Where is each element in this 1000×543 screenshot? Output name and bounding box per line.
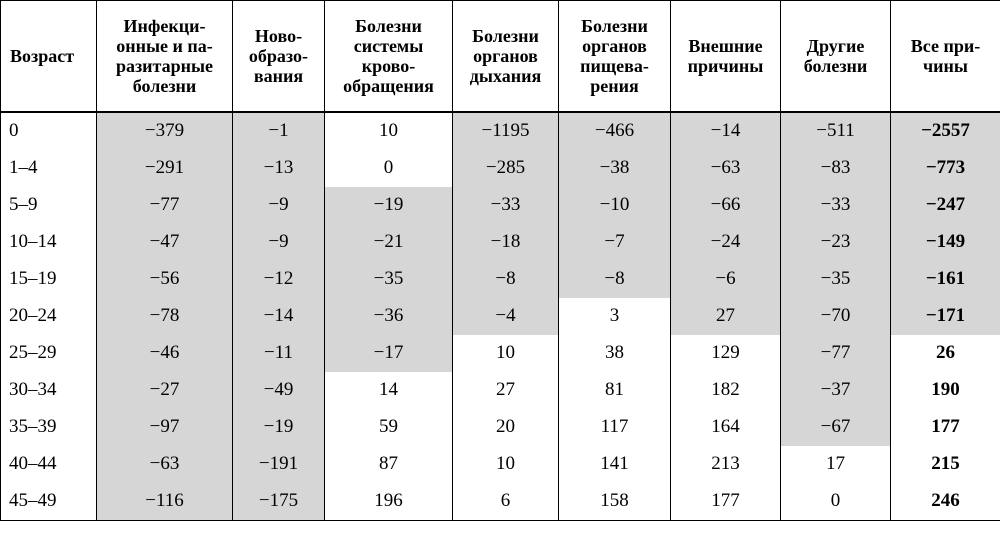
infectious-cell: −27	[97, 372, 233, 409]
header-line: органов	[473, 45, 538, 66]
table-body	[1, 112, 1000, 521]
all-causes-cell: −161	[891, 261, 1000, 298]
respiratory-cell: −18	[453, 224, 559, 261]
digestive-cell: −10	[559, 187, 671, 224]
all-causes-cell: −247	[891, 187, 1000, 224]
neoplasms-cell: −19	[233, 409, 325, 446]
infectious-cell: −97	[97, 409, 233, 446]
external-cell: 129	[671, 335, 781, 372]
neoplasms-cell: −14	[233, 298, 325, 335]
neoplasms-cell: −12	[233, 261, 325, 298]
age-cell: 20–24	[1, 298, 97, 335]
infectious-cell: −291	[97, 150, 233, 187]
header-external	[671, 1, 781, 112]
header-all-causes	[891, 1, 1000, 112]
all-causes-cell: −171	[891, 298, 1000, 335]
other-cell: −511	[781, 112, 891, 150]
header-line: чины	[923, 55, 968, 76]
external-cell: −66	[671, 187, 781, 224]
neoplasms-cell: −11	[233, 335, 325, 372]
other-cell: −70	[781, 298, 891, 335]
circulatory-cell: 14	[325, 372, 453, 409]
header-line: Все при-	[910, 35, 981, 56]
neoplasms-cell: −13	[233, 150, 325, 187]
other-cell: 17	[781, 446, 891, 483]
circulatory-cell: −36	[325, 298, 453, 335]
circulatory-cell: −21	[325, 224, 453, 261]
digestive-cell: −38	[559, 150, 671, 187]
infectious-cell: −63	[97, 446, 233, 483]
header-line: крово-	[361, 55, 416, 76]
other-cell: −33	[781, 187, 891, 224]
all-causes-cell: 215	[891, 446, 1000, 483]
circulatory-cell: 196	[325, 483, 453, 521]
digestive-cell: 117	[559, 409, 671, 446]
other-cell: −35	[781, 261, 891, 298]
table-row	[1, 409, 1000, 446]
header-line: причины	[687, 55, 764, 76]
age-cell: 40–44	[1, 446, 97, 483]
header-line: Болезни	[472, 25, 539, 46]
respiratory-cell: −33	[453, 187, 559, 224]
header-line: болезни	[803, 55, 868, 76]
all-causes-cell: 26	[891, 335, 1000, 372]
respiratory-cell: −8	[453, 261, 559, 298]
all-causes-cell: −149	[891, 224, 1000, 261]
digestive-cell: 81	[559, 372, 671, 409]
header-line: органов	[582, 35, 647, 56]
infectious-cell: −56	[97, 261, 233, 298]
infectious-cell: −379	[97, 112, 233, 150]
digestive-cell: 3	[559, 298, 671, 335]
table-row	[1, 446, 1000, 483]
age-cell: 45–49	[1, 483, 97, 521]
all-causes-cell: 177	[891, 409, 1000, 446]
neoplasms-cell: −49	[233, 372, 325, 409]
header-line: системы	[353, 35, 424, 56]
other-cell: −77	[781, 335, 891, 372]
respiratory-cell: 20	[453, 409, 559, 446]
other-cell: −23	[781, 224, 891, 261]
header-line: пищева-	[580, 55, 649, 76]
circulatory-cell: 87	[325, 446, 453, 483]
circulatory-cell: 0	[325, 150, 453, 187]
age-cell: 0	[1, 112, 97, 150]
all-causes-cell: 246	[891, 483, 1000, 521]
header-digestive	[559, 1, 671, 112]
header-line: обращения	[343, 75, 434, 96]
header-line: болезни	[132, 75, 197, 96]
external-cell: −14	[671, 112, 781, 150]
header-neoplasms	[233, 1, 325, 112]
digestive-cell: 158	[559, 483, 671, 521]
respiratory-cell: −1195	[453, 112, 559, 150]
respiratory-cell: 27	[453, 372, 559, 409]
other-cell: 0	[781, 483, 891, 521]
respiratory-cell: 10	[453, 446, 559, 483]
infectious-cell: −77	[97, 187, 233, 224]
age-cell: 35–39	[1, 409, 97, 446]
external-cell: 27	[671, 298, 781, 335]
age-cell: 25–29	[1, 335, 97, 372]
respiratory-cell: −285	[453, 150, 559, 187]
other-cell: −67	[781, 409, 891, 446]
external-cell: 177	[671, 483, 781, 521]
header-line: онные и па-	[116, 35, 213, 56]
neoplasms-cell: −191	[233, 446, 325, 483]
table-row	[1, 187, 1000, 224]
header-line: Внешние	[688, 35, 763, 56]
infectious-cell: −116	[97, 483, 233, 521]
header-line: разитарные	[115, 55, 214, 76]
circulatory-cell: 10	[325, 112, 453, 150]
table-row	[1, 335, 1000, 372]
infectious-cell: −46	[97, 335, 233, 372]
header-other	[781, 1, 891, 112]
neoplasms-cell: −1	[233, 112, 325, 150]
header-circulatory	[325, 1, 453, 112]
header-line: Инфекци-	[123, 15, 206, 36]
header-line: Ново-	[254, 25, 303, 46]
all-causes-cell: −2557	[891, 112, 1000, 150]
external-cell: −63	[671, 150, 781, 187]
header-line: Возраст	[10, 45, 75, 66]
header-infectious	[97, 1, 233, 112]
digestive-cell: 38	[559, 335, 671, 372]
respiratory-cell: 10	[453, 335, 559, 372]
infectious-cell: −47	[97, 224, 233, 261]
digestive-cell: −7	[559, 224, 671, 261]
age-cell: 30–34	[1, 372, 97, 409]
neoplasms-cell: −175	[233, 483, 325, 521]
table-row	[1, 112, 1000, 150]
infectious-cell: −78	[97, 298, 233, 335]
external-cell: 213	[671, 446, 781, 483]
external-cell: 182	[671, 372, 781, 409]
neoplasms-cell: −9	[233, 187, 325, 224]
digestive-cell: −466	[559, 112, 671, 150]
other-cell: −83	[781, 150, 891, 187]
table-row	[1, 372, 1000, 409]
digestive-cell: 141	[559, 446, 671, 483]
other-cell: −37	[781, 372, 891, 409]
header-respiratory	[453, 1, 559, 112]
table-row	[1, 261, 1000, 298]
table-row	[1, 298, 1000, 335]
circulatory-cell: 59	[325, 409, 453, 446]
all-causes-cell: −773	[891, 150, 1000, 187]
circulatory-cell: −19	[325, 187, 453, 224]
header-line: рения	[590, 75, 639, 96]
header-row	[1, 1, 1000, 112]
circulatory-cell: −35	[325, 261, 453, 298]
age-cell: 10–14	[1, 224, 97, 261]
header-line: дыхания	[469, 65, 542, 86]
table-row	[1, 224, 1000, 261]
header-line: образо-	[248, 45, 309, 66]
external-cell: −24	[671, 224, 781, 261]
age-cell: 1–4	[1, 150, 97, 187]
external-cell: 164	[671, 409, 781, 446]
all-causes-cell: 190	[891, 372, 1000, 409]
respiratory-cell: 6	[453, 483, 559, 521]
digestive-cell: −8	[559, 261, 671, 298]
neoplasms-cell: −9	[233, 224, 325, 261]
header-line: вания	[253, 65, 304, 86]
table-header	[1, 1, 1000, 112]
header-line: Болезни	[355, 15, 422, 36]
age-cell: 5–9	[1, 187, 97, 224]
external-cell: −6	[671, 261, 781, 298]
age-cell: 15–19	[1, 261, 97, 298]
table-row	[1, 483, 1000, 521]
header-line: Другие	[806, 35, 865, 56]
table-row	[1, 150, 1000, 187]
header-age	[1, 1, 97, 112]
respiratory-cell: −4	[453, 298, 559, 335]
circulatory-cell: −17	[325, 335, 453, 372]
header-line: Болезни	[581, 15, 648, 36]
